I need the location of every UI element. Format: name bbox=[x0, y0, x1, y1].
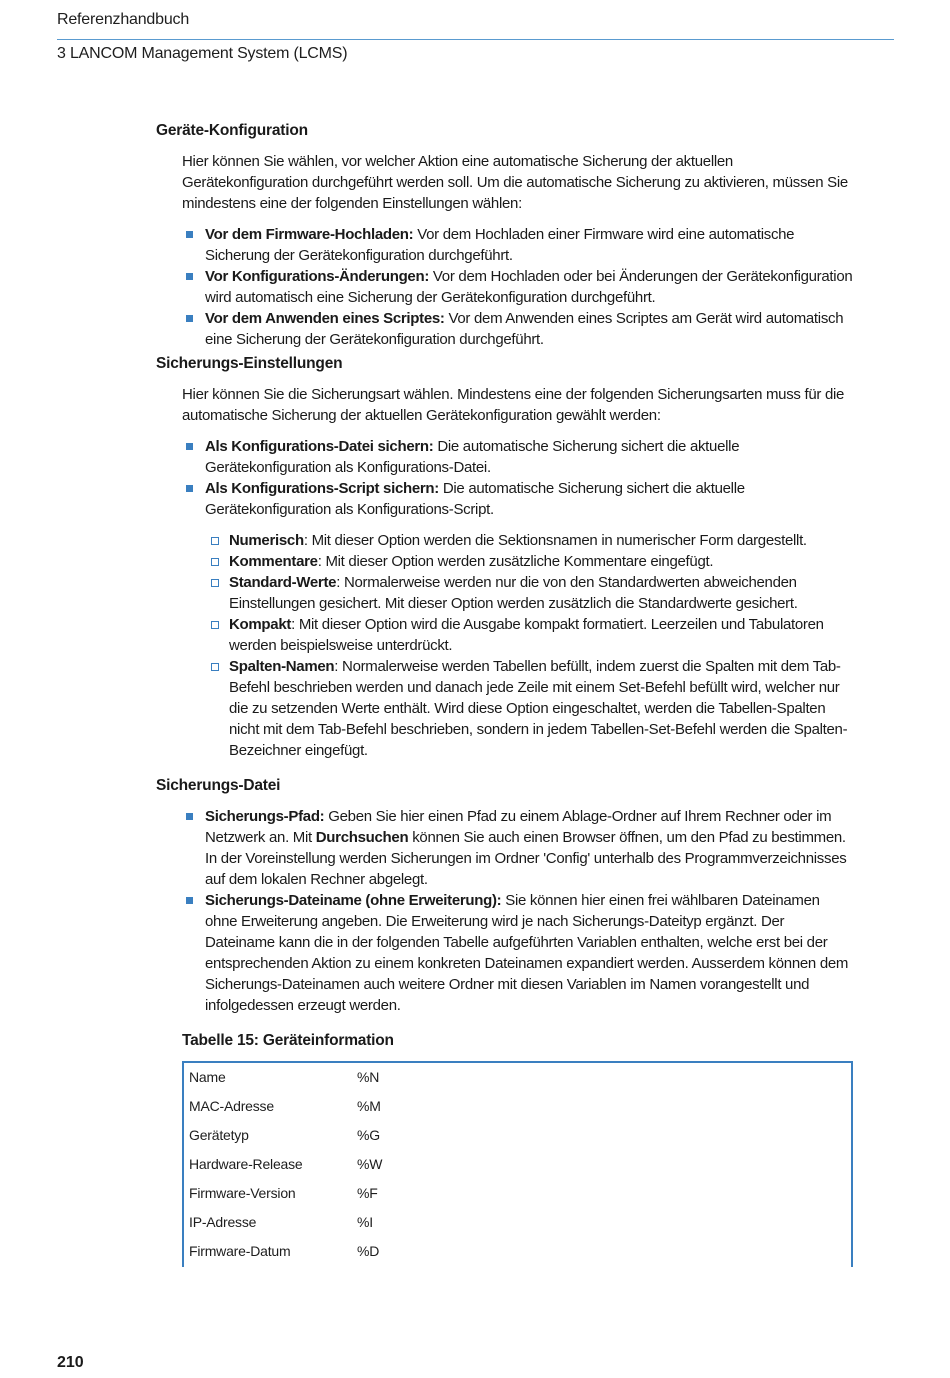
list-item bbox=[205, 478, 855, 520]
paragraph-geraete-intro: Hier können Sie wählen, vor welcher Aktion eine automatische Sicherung der aktuellen Gerätekonfiguration durchgeführt werden soll. Um die automatische Sicherung zu aktivieren, müssen Sie mindestens eine der folgenden Einstellungen wählen: bbox=[182, 153, 848, 212]
list-item-term: Vor Konfigurations-Änderungen: bbox=[205, 268, 430, 285]
sublist-script-options bbox=[0, 530, 950, 761]
list-item-term: Sicherungs-Dateiname (ohne Erweiterung): bbox=[205, 892, 502, 909]
list-item-text: Geben Sie hier einen Pfad zu einem Ablage-Ordner auf Ihrem Rechner oder im Netzwerk an. Mit bbox=[205, 808, 832, 846]
page-number: 210 bbox=[57, 1354, 84, 1371]
list-item-text: Sie können hier einen frei wählbaren Dateinamen ohne Erweiterung angeben. Die Erweiterung wird je nach Sicherungs-Dateityp ergänzt. Der Dateiname kann die in der folgenden Tabelle aufgeführten Variablen enthalten, welche erst bei der entsprechenden Aktion zu einem konkreten Dateinamen expandiert werden. Ausserdem können dem Sicherungs-Dateinamen auch weitere Ordner mit diesen Variablen im Namen vorangestellt und infolgedessen erzeugt werden. bbox=[205, 892, 849, 1014]
list-item-term: Als Konfigurations-Script sichern: bbox=[205, 480, 439, 497]
section-heading-datei: Sicherungs-Datei bbox=[156, 777, 281, 794]
sublist-item bbox=[229, 614, 855, 656]
list-item bbox=[205, 266, 855, 308]
sublist-item-text: : Mit dieser Option wird die Ausgabe kompakt formatiert. Leerzeilen und Tabulatoren werden beispielsweise unterdrückt. bbox=[229, 616, 824, 654]
table-cell-value: %G bbox=[357, 1127, 380, 1143]
list-item-text: Vor dem Anwenden eines Scriptes am Gerät wird automatisch eine Sicherung der Gerätekonfiguration durchgeführt. bbox=[205, 310, 844, 348]
sublist-item bbox=[229, 551, 855, 572]
sublist-item bbox=[229, 572, 855, 614]
list-item bbox=[205, 224, 855, 266]
list-item bbox=[205, 890, 855, 1016]
sublist-item bbox=[229, 530, 855, 551]
list-item-text: Die automatische Sicherung sichert die aktuelle Gerätekonfiguration als Konfigurations-Script. bbox=[205, 480, 745, 518]
table-cell-value: %F bbox=[357, 1185, 378, 1201]
table-cell-key: IP-Adresse bbox=[189, 1214, 257, 1230]
table-cell-key: Firmware-Version bbox=[189, 1185, 296, 1201]
list-item-term: Sicherungs-Pfad: bbox=[205, 808, 325, 825]
sublist-item-term: Kommentare bbox=[229, 553, 318, 570]
sublist-item-text: : Normalerweise werden nur die von den Standardwerten abweichenden Einstellungen gesichert. Mit dieser Option werden zusätzlich die Standardwerte gesichert. bbox=[229, 574, 798, 612]
paragraph-einstellungen-intro: Hier können Sie die Sicherungsart wählen. Mindestens eine der folgenden Sicherungsarten muss für die automatische Sicherung der aktuellen Gerätekonfiguration gewählt werden: bbox=[182, 386, 845, 424]
header-rule bbox=[57, 39, 894, 40]
list-item bbox=[205, 308, 855, 350]
section-heading-einstellungen: Sicherungs-Einstellungen bbox=[156, 355, 343, 372]
list-item-text: können Sie auch einen Browser öffnen, um den Pfad zu bestimmen. In der Voreinstellung werden Sicherungen im Ordner 'Config' unterhalb des Programmverzeichnisses auf dem lokalen Rechner abgelegt. bbox=[205, 829, 847, 888]
table-cell-key: MAC-Adresse bbox=[189, 1098, 274, 1114]
table-cell-key: Name bbox=[189, 1069, 226, 1085]
list-einstellungen bbox=[0, 436, 950, 520]
list-item-text: Die automatische Sicherung sichert die aktuelle Gerätekonfiguration als Konfigurations-Datei. bbox=[205, 438, 740, 476]
device-info-table bbox=[182, 1061, 853, 1267]
sublist-item-text: : Mit dieser Option werden zusätzliche Kommentare eingefügt. bbox=[317, 553, 714, 570]
sublist-item-term: Kompakt bbox=[229, 616, 292, 633]
table-cell-key: Hardware-Release bbox=[189, 1156, 303, 1172]
table-cell-value: %M bbox=[357, 1098, 381, 1114]
sublist-item-term: Spalten-Namen bbox=[229, 658, 335, 675]
list-item bbox=[205, 436, 855, 478]
sublist-item-text: : Mit dieser Option werden die Sektionsnamen in numerischer Form dargestellt. bbox=[303, 532, 807, 549]
sublist-item-term: Numerisch bbox=[229, 532, 304, 549]
list-geraete bbox=[0, 224, 950, 350]
list-item-term: Vor dem Firmware-Hochladen: bbox=[205, 226, 414, 243]
list-item-text: Vor dem Hochladen einer Firmware wird eine automatische Sicherung der Gerätekonfiguration durchgeführt. bbox=[205, 226, 795, 264]
list-item-text: Vor dem Hochladen oder bei Änderungen der Gerätekonfiguration wird automatisch eine Sicherung der Gerätekonfiguration durchgeführt. bbox=[205, 268, 853, 306]
running-header-title: Referenzhandbuch bbox=[57, 11, 190, 28]
table-cell-key: Firmware-Datum bbox=[189, 1243, 291, 1259]
section-heading-geraete: Geräte-Konfiguration bbox=[156, 122, 308, 139]
running-header-chapter: 3 LANCOM Management System (LCMS) bbox=[57, 45, 348, 62]
page-content bbox=[0, 120, 950, 1051]
sublist-item bbox=[229, 656, 855, 761]
table-cell-value: %D bbox=[357, 1243, 380, 1259]
sublist-item-text: : Normalerweise werden Tabellen befüllt, indem zuerst die Spalten mit dem Tab-Befehl beschrieben werden und danach jede Zeile mit einem Set-Befehl befüllt wird, welcher nur die zu setzenden Werte enthält. Wird diese Option eingeschaltet, werden die Tabellen-Spalten nicht mit dem Tab-Befehl beschrieben, sondern in jedem Tabellen-Set-Befehl werden die Spalten-Bezeichner eingefügt. bbox=[229, 658, 848, 759]
list-datei bbox=[0, 806, 950, 1016]
table-cell-value: %I bbox=[357, 1214, 373, 1230]
table-caption: Tabelle 15: Geräteinformation bbox=[182, 1032, 394, 1049]
table-cell-value: %N bbox=[357, 1069, 380, 1085]
list-item bbox=[205, 806, 855, 890]
table-cell-key: Gerätetyp bbox=[189, 1127, 249, 1143]
list-item-term: Durchsuchen bbox=[315, 829, 409, 846]
table-cell-value: %W bbox=[357, 1156, 383, 1172]
list-item-term: Als Konfigurations-Datei sichern: bbox=[205, 438, 434, 455]
sublist-item-term: Standard-Werte bbox=[229, 574, 337, 591]
list-item-term: Vor dem Anwenden eines Scriptes: bbox=[205, 310, 445, 327]
